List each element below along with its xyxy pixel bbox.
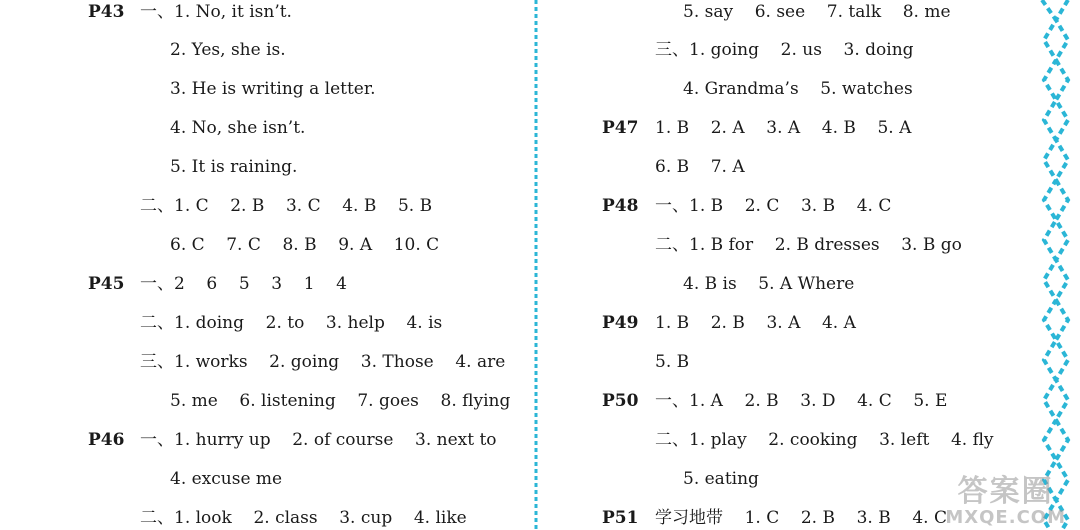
answer-line: 二、1. B for 2. B dresses 3. B go (655, 235, 962, 255)
page-label-p48: P48 (602, 196, 639, 216)
answer-line: 二、1. look 2. class 3. cup 4. like (140, 508, 467, 528)
watermark-text: 答案圈 (957, 474, 1054, 509)
answer-line: 2. Yes, she is. (170, 40, 286, 60)
answer-line: 4. B is 5. A Where (683, 274, 855, 294)
page-label-p45: P45 (88, 274, 125, 294)
answer-line: 5. eating (683, 469, 759, 489)
answer-line: 一、1. No, it isn’t. (140, 2, 292, 22)
answer-line: 4. No, she isn’t. (170, 118, 306, 138)
column-divider (533, 0, 539, 530)
answer-line: 一、1. B 2. C 3. B 4. C (655, 196, 892, 216)
answer-line: 1. B 2. A 3. A 4. B 5. A (655, 118, 912, 138)
answer-line: 二、1. C 2. B 3. C 4. B 5. B (140, 196, 433, 216)
answer-line: 6. B 7. A (655, 157, 745, 177)
page-label-p46: P46 (88, 430, 125, 450)
page-label-p47: P47 (602, 118, 639, 138)
answer-line: 学习地带 1. C 2. B 3. B 4. C (655, 508, 947, 528)
answer-line: 5. B (655, 352, 690, 372)
answer-line: 5. say 6. see 7. talk 8. me (683, 2, 951, 22)
page-label-p50: P50 (602, 391, 639, 411)
answer-line: 二、1. doing 2. to 3. help 4. is (140, 313, 443, 333)
answer-line: 二、1. play 2. cooking 3. left 4. fly (655, 430, 994, 450)
answer-line: 3. He is writing a letter. (170, 79, 376, 99)
answer-line: 4. excuse me (170, 469, 283, 489)
answer-line: 三、1. going 2. us 3. doing (655, 40, 914, 60)
page-label-p43: P43 (88, 2, 125, 22)
decorative-edge-border (1020, 0, 1080, 530)
answer-line: 一、1. hurry up 2. of course 3. next to (140, 430, 497, 450)
answer-line: 一、1. A 2. B 3. D 4. C 5. E (655, 391, 948, 411)
answer-line: 1. B 2. B 3. A 4. A (655, 313, 856, 333)
answer-line: 4. Grandma’s 5. watches (683, 79, 913, 99)
watermark-logo (945, 476, 1066, 528)
answer-line: 三、1. works 2. going 3. Those 4. are (140, 352, 506, 372)
answer-line: 5. It is raining. (170, 157, 298, 177)
watermark-url: MXQE.COM (945, 507, 1066, 528)
page-label-p49: P49 (602, 313, 639, 333)
answer-line: 5. me 6. listening 7. goes 8. flying (170, 391, 511, 411)
page-label-p51: P51 (602, 508, 639, 528)
answer-line: 一、2 6 5 3 1 4 (140, 274, 347, 294)
answer-line: 6. C 7. C 8. B 9. A 10. C (170, 235, 440, 255)
